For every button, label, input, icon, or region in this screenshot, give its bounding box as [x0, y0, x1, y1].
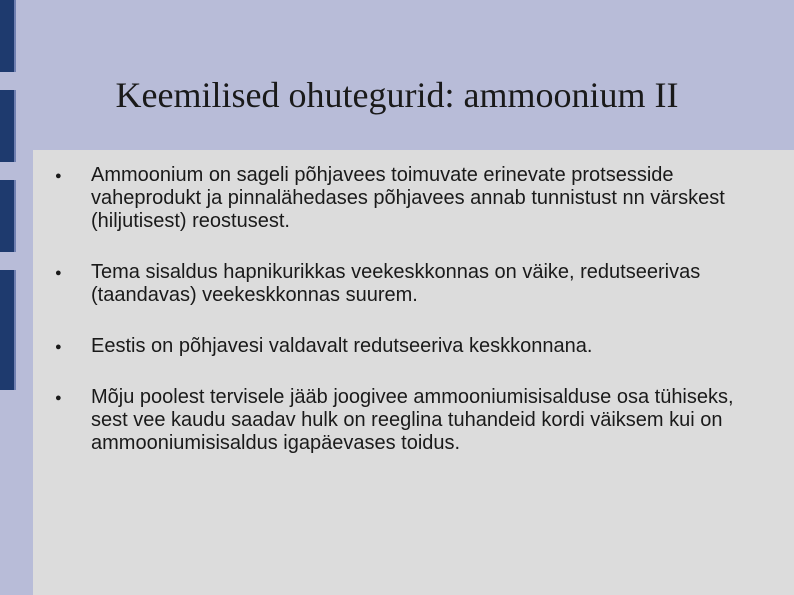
decorative-bar: [0, 180, 16, 252]
bullet-list: [33, 164, 794, 483]
bullet-text: Ammoonium on sageli põhjavees toimuvate erinevate protsesside vaheprodukt ja pinnalähedases põhjavees annab tunnistust nn värskest (hiljutisest) reostusest.: [91, 164, 725, 232]
decorative-bar: [0, 0, 16, 72]
bullet-icon: ●: [55, 267, 62, 279]
bullet-item: [33, 164, 794, 233]
bullet-item: [33, 335, 794, 358]
bullet-item: [33, 386, 794, 455]
bullet-icon: ●: [55, 170, 62, 182]
decorative-bar: [0, 270, 16, 390]
bullet-text: Tema sisaldus hapnikurikkas veekeskkonnas on väike, redutseerivas (taandavas) veekeskkonnas suurem.: [91, 261, 701, 306]
bullet-icon: ●: [55, 392, 62, 404]
bullet-text: Mõju poolest tervisele jääb joogivee ammooniumisisalduse osa tühiseks, sest vee kaudu saadav hulk on reeglina tuhandeid kordi väiksem kui on ammooniumisisaldus igapäevases toidus.: [91, 386, 734, 454]
content-panel: [33, 150, 794, 595]
bullet-text: Eestis on põhjavesi valdavalt redutseeriva keskkonnana.: [91, 335, 593, 357]
bullet-item: [33, 261, 794, 307]
slide-title: Keemilised ohutegurid: ammoonium II: [115, 75, 679, 115]
bullet-icon: ●: [55, 341, 62, 353]
